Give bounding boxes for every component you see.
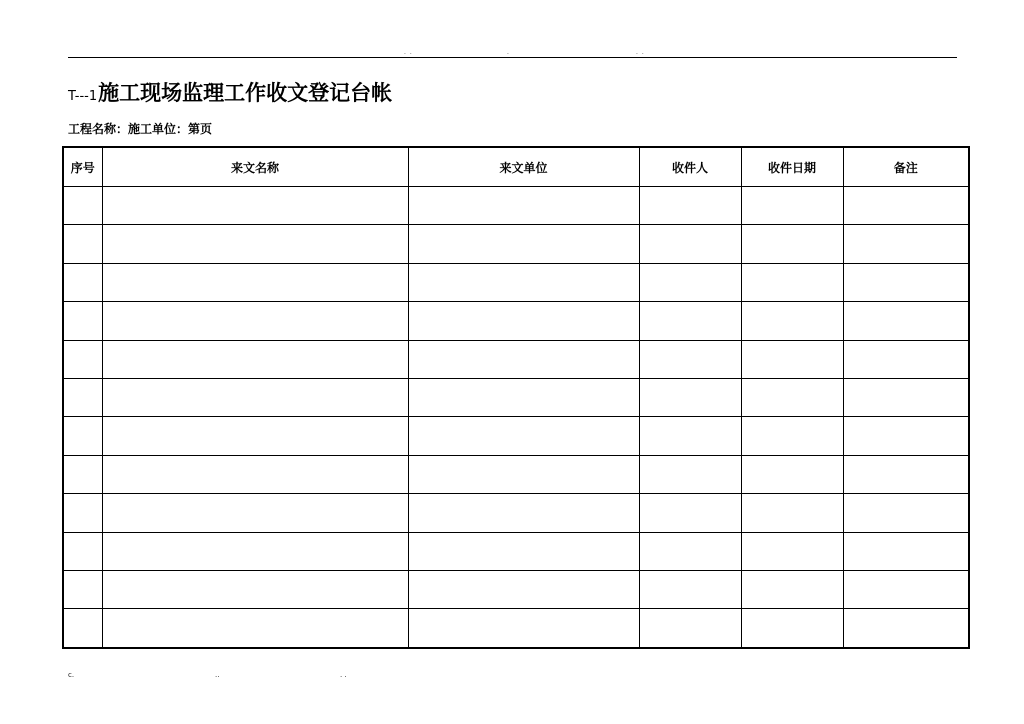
table-row — [63, 225, 969, 263]
table-cell[interactable] — [408, 494, 639, 532]
table-row — [63, 609, 969, 648]
table-cell[interactable] — [102, 494, 408, 532]
table-cell[interactable] — [843, 225, 969, 263]
table-cell[interactable] — [843, 494, 969, 532]
table-cell[interactable] — [63, 263, 102, 301]
table-row — [63, 340, 969, 378]
table-cell[interactable] — [102, 571, 408, 609]
table-cell[interactable] — [102, 187, 408, 225]
header-mark: . — [507, 49, 510, 56]
form-code: T---1 — [68, 89, 98, 104]
table-cell[interactable] — [639, 571, 741, 609]
table-cell[interactable] — [639, 225, 741, 263]
table-cell[interactable] — [741, 340, 843, 378]
table-cell[interactable] — [843, 187, 969, 225]
table-cell[interactable] — [741, 379, 843, 417]
project-info-line: 工程名称：施工单位：第页 — [68, 122, 213, 136]
header-rule — [68, 57, 957, 58]
table-cell[interactable] — [741, 187, 843, 225]
table-cell[interactable] — [63, 571, 102, 609]
table-cell[interactable] — [639, 417, 741, 455]
table-row — [63, 571, 969, 609]
table-cell[interactable] — [408, 263, 639, 301]
table-row — [63, 379, 969, 417]
table-row — [63, 532, 969, 570]
table-header-row — [63, 147, 969, 187]
table-cell[interactable] — [102, 263, 408, 301]
table-row — [63, 455, 969, 493]
table-cell[interactable] — [843, 532, 969, 570]
table-cell[interactable] — [408, 532, 639, 570]
table-cell[interactable] — [843, 609, 969, 648]
table-cell[interactable] — [63, 532, 102, 570]
table-row — [63, 302, 969, 340]
header-mark: . . — [636, 49, 645, 56]
table-row — [63, 187, 969, 225]
table-cell[interactable] — [63, 225, 102, 263]
table-cell[interactable] — [408, 379, 639, 417]
table-cell[interactable] — [63, 609, 102, 648]
column-header-document-name: 来文名称 — [102, 147, 408, 187]
page-title — [68, 77, 392, 107]
table-cell[interactable] — [102, 417, 408, 455]
table-cell[interactable] — [639, 494, 741, 532]
table-cell[interactable] — [843, 379, 969, 417]
table-cell[interactable] — [63, 302, 102, 340]
table-cell[interactable] — [408, 225, 639, 263]
footer-mark: c. — [68, 671, 75, 679]
table-cell[interactable] — [639, 263, 741, 301]
table-cell[interactable] — [102, 340, 408, 378]
table-row — [63, 263, 969, 301]
table-cell[interactable] — [102, 532, 408, 570]
table-cell[interactable] — [741, 417, 843, 455]
table-cell[interactable] — [63, 379, 102, 417]
table-cell[interactable] — [102, 225, 408, 263]
table-cell[interactable] — [741, 494, 843, 532]
table-cell[interactable] — [741, 302, 843, 340]
column-header-remarks: 备注 — [843, 147, 969, 187]
table-cell[interactable] — [408, 302, 639, 340]
table-cell[interactable] — [408, 340, 639, 378]
footer-mark: .. — [215, 671, 220, 679]
table-cell[interactable] — [63, 417, 102, 455]
table-cell[interactable] — [843, 263, 969, 301]
receipt-register-table — [62, 146, 970, 649]
table-body — [63, 187, 969, 649]
table-cell[interactable] — [63, 494, 102, 532]
table-cell[interactable] — [639, 609, 741, 648]
table-cell[interactable] — [741, 225, 843, 263]
column-header-serial-no: 序号 — [63, 147, 102, 187]
table-cell[interactable] — [102, 455, 408, 493]
table-cell[interactable] — [102, 379, 408, 417]
header-mark: . . — [404, 49, 413, 56]
table-cell[interactable] — [63, 187, 102, 225]
table-cell[interactable] — [741, 455, 843, 493]
form-title: 施工现场监理工作收文登记台帐 — [98, 81, 393, 105]
table-row — [63, 494, 969, 532]
column-header-receipt-date: 收件日期 — [741, 147, 843, 187]
table-cell[interactable] — [639, 340, 741, 378]
table-cell[interactable] — [843, 571, 969, 609]
table-cell[interactable] — [102, 609, 408, 648]
table-cell[interactable] — [639, 187, 741, 225]
table-cell[interactable] — [741, 263, 843, 301]
table-cell[interactable] — [639, 302, 741, 340]
table-cell[interactable] — [639, 532, 741, 570]
table-cell[interactable] — [843, 455, 969, 493]
table-cell[interactable] — [741, 571, 843, 609]
table-row — [63, 417, 969, 455]
footer-mark: . . — [340, 671, 347, 679]
table-cell[interactable] — [639, 379, 741, 417]
table-cell[interactable] — [741, 532, 843, 570]
column-header-sender-unit: 来文单位 — [408, 147, 639, 187]
table-cell[interactable] — [843, 340, 969, 378]
table-cell[interactable] — [408, 571, 639, 609]
table-cell[interactable] — [843, 417, 969, 455]
column-header-recipient: 收件人 — [639, 147, 741, 187]
table-cell[interactable] — [408, 187, 639, 225]
table-cell[interactable] — [408, 417, 639, 455]
table-cell[interactable] — [63, 455, 102, 493]
table-cell[interactable] — [102, 302, 408, 340]
table-cell[interactable] — [63, 340, 102, 378]
table-cell[interactable] — [408, 455, 639, 493]
table-cell[interactable] — [741, 609, 843, 648]
table-cell[interactable] — [408, 609, 639, 648]
table-cell[interactable] — [639, 455, 741, 493]
table-cell[interactable] — [843, 302, 969, 340]
